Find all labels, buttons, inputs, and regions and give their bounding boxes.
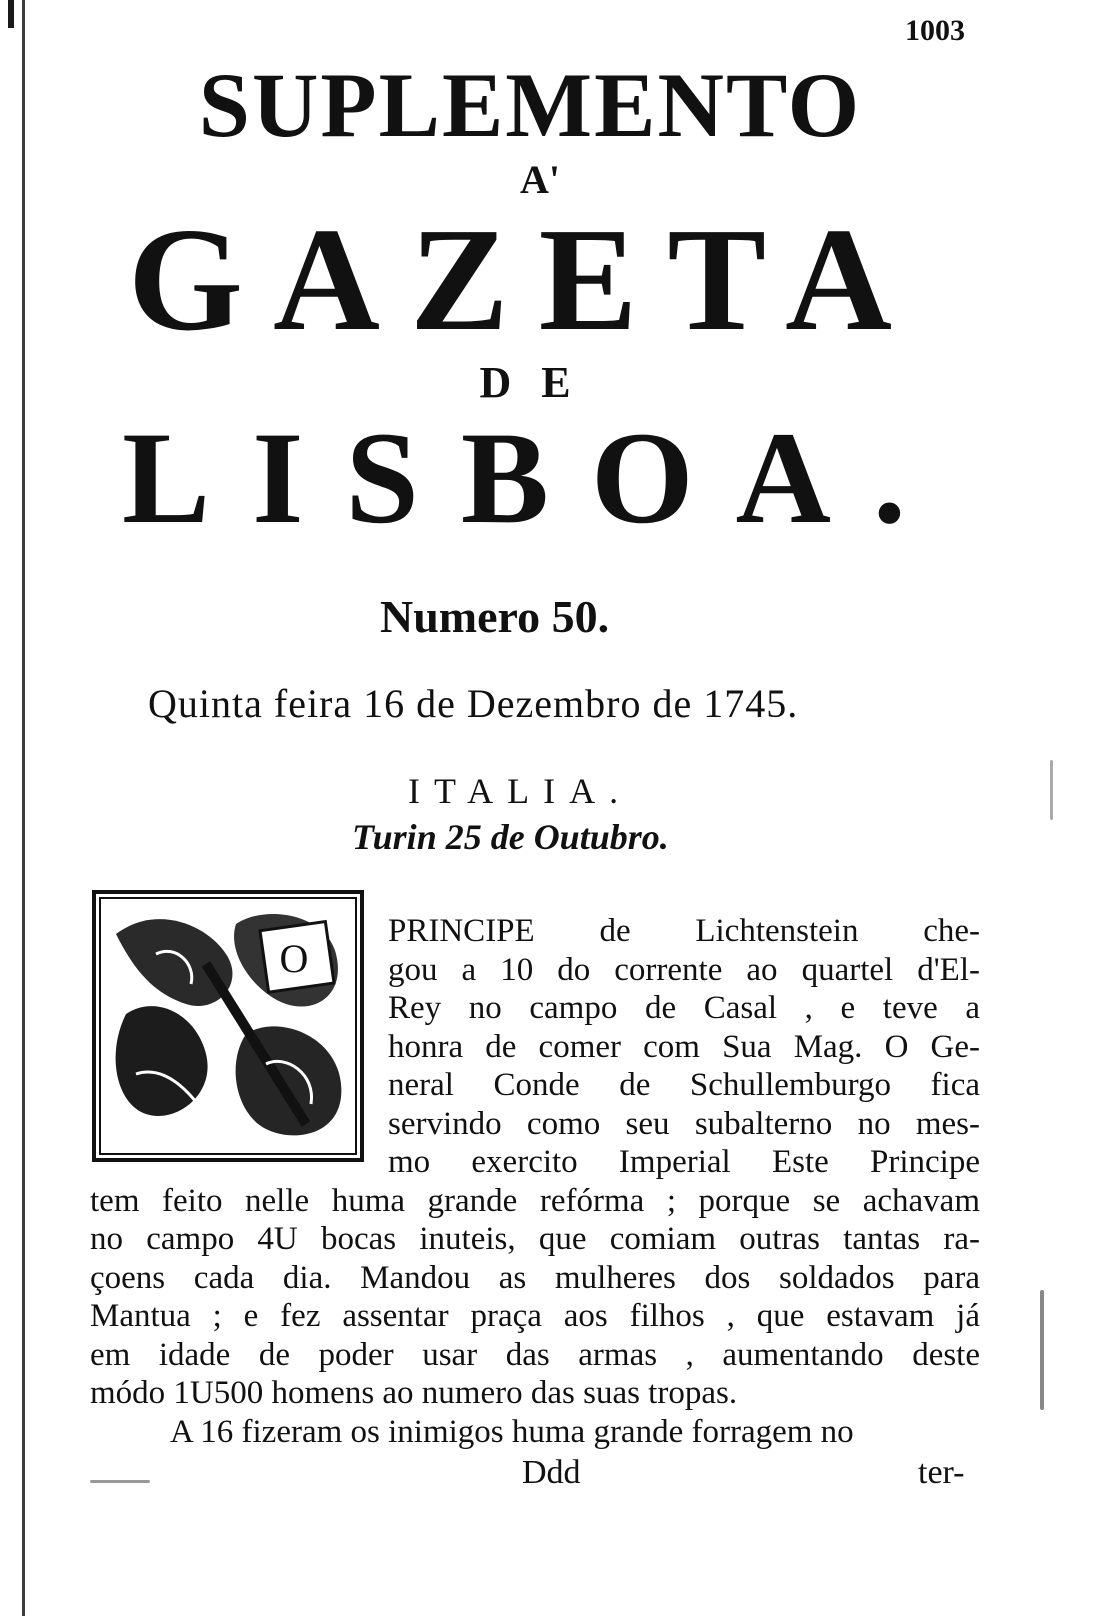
signature-mark: Ddd	[522, 1454, 581, 1491]
issue-number: Numero 50.	[380, 591, 610, 642]
article-line: Mantua ; e fez assentar praça aos filhos , que estavam já	[90, 1298, 980, 1334]
masthead-gazeta: GAZETA	[127, 198, 923, 362]
scan-noise	[90, 1480, 150, 1483]
scan-noise	[1050, 760, 1053, 820]
article-line: tem feito nelle huma grande refórma ; porque se achavam	[90, 1182, 980, 1219]
initial-letter: O	[279, 936, 309, 981]
article-body	[90, 912, 980, 1451]
masthead-de: DE	[479, 358, 601, 407]
article-line: servindo como seu subalterno no mes-	[388, 1105, 980, 1142]
masthead-lisboa: LISBOA.	[122, 404, 948, 551]
scan-noise	[1040, 1290, 1044, 1410]
page-number: 1003	[905, 14, 965, 47]
article-line: A 16 fizeram os inimigos huma grande forragem no	[170, 1413, 854, 1450]
section-heading: ITALIA.	[408, 771, 633, 811]
masthead	[70, 54, 1050, 551]
article-line: mo exercito Imperial Este Principe	[388, 1144, 980, 1180]
article-line: honra de comer com Sua Mag. O Ge-	[388, 1028, 980, 1065]
masthead-suplemento: SUPLEMENTO	[198, 54, 862, 156]
dateline-place: Turin 25 de Outubro.	[352, 817, 669, 857]
scan-edge-mark	[8, 0, 14, 28]
article-line: PRINCIPE de Lichtenstein che-	[388, 913, 980, 949]
article-line: Rey no campo de Casal , e teve a	[388, 990, 980, 1026]
issue-date: Quinta feira 16 de Dezembro de 1745.	[148, 681, 799, 726]
article-line: no campo 4U bocas inuteis, que comiam outras tantas ra-	[90, 1221, 980, 1257]
article-line: gou a 10 do corrente ao quartel d'El-	[388, 951, 980, 988]
masthead-a: A'	[520, 157, 560, 202]
article-line: em idade de poder usar das armas , aumentando deste	[90, 1336, 980, 1373]
catchword: ter-	[918, 1454, 965, 1491]
article-line: çoens cada dia. Mandou as mulheres dos soldados para	[90, 1259, 980, 1296]
article-line: módo 1U500 homens ao numero das suas tropas.	[90, 1375, 738, 1411]
article-line: neral Conde de Schullemburgo fica	[388, 1067, 980, 1103]
